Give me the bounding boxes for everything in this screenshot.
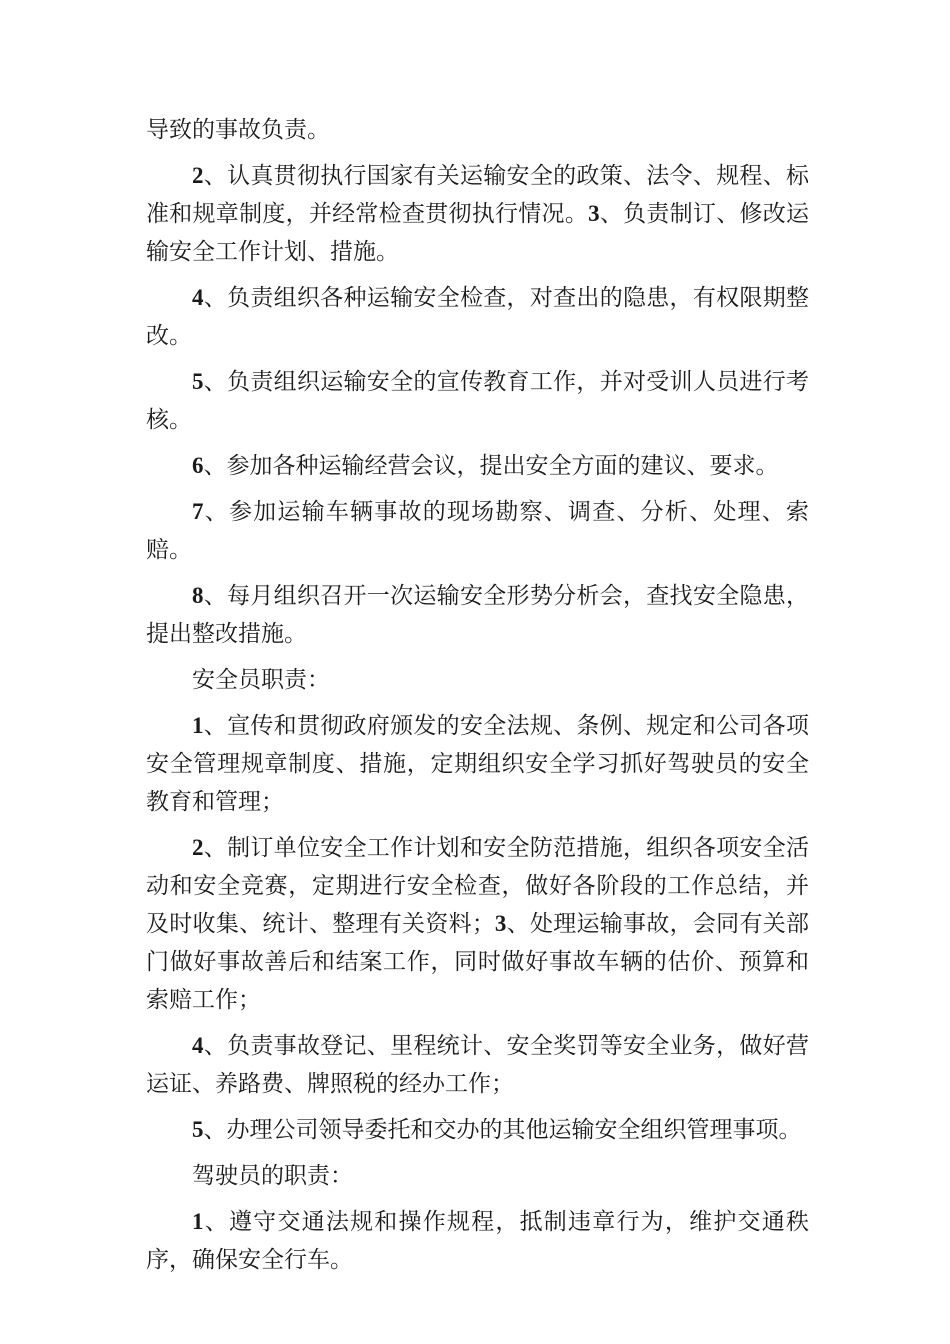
paragraph-item-6 (146, 447, 809, 485)
paragraph-text: 、负责组织运输安全的宣传教育工作，并对受训人员进行考核。 (146, 369, 809, 433)
item-number: 6 (192, 453, 204, 478)
item-number: 3 (588, 201, 600, 226)
item-number: 5 (192, 369, 204, 394)
section-heading-safety-officer (146, 661, 809, 699)
paragraph-text: 导致的事故负责。 (146, 117, 330, 143)
paragraph-item-7 (146, 493, 809, 569)
paragraph-text: 、办理公司领导委托和交办的其他运输安全组织管理事项。 (203, 1117, 802, 1143)
section-heading-text: 安全员职责： (192, 667, 330, 693)
paragraph-item-4 (146, 1027, 809, 1103)
item-number: 3 (494, 911, 507, 936)
item-number: 2 (192, 835, 204, 860)
paragraph-text: 、负责制订、修改运输安全工作计划、措施。 (146, 201, 810, 265)
item-number: 1 (192, 713, 204, 738)
paragraph-text: 、负责事故登记、里程统计、安全奖罚等安全业务，做好营运证、养路费、牌照税的经办工作； (146, 1033, 809, 1097)
paragraph-text: 、认真贯彻执行国家有关运输安全的政策、法令、规程、标准和规章制度，并经常检查贯彻执行情况。 (146, 163, 809, 227)
paragraph-item-1 (146, 1203, 809, 1279)
paragraph-item-5 (146, 1111, 809, 1149)
document-body (146, 111, 809, 1287)
section-heading-text: 驾驶员的职责： (192, 1163, 353, 1189)
item-number: 2 (192, 163, 204, 188)
paragraph-text: 、遵守交通法规和操作规程，抵制违章行为，维护交通秩序，确保安全行车。 (146, 1209, 809, 1273)
item-number: 5 (192, 1117, 204, 1142)
paragraph-text: 、制订单位安全工作计划和安全防范措施，组织各项安全活动和安全竞赛，定期进行安全检查，做好各阶段的工作总结，并及时收集、统计、整理有关资料； (146, 835, 809, 937)
item-number: 4 (192, 1033, 204, 1058)
paragraph-item-2-3 (146, 157, 809, 271)
paragraph-text: 、处理运输事故，会同有关部门做好事故善后和结案工作，同时做好事故车辆的估价、预算和索赔工作； (146, 911, 810, 1013)
paragraph-item-8 (146, 577, 809, 653)
paragraph-item-4 (146, 279, 809, 355)
item-number: 7 (192, 499, 204, 524)
paragraph-text: 、每月组织召开一次运输安全形势分析会，查找安全隐患，提出整改措施。 (146, 583, 809, 647)
paragraph-continuation (146, 111, 809, 149)
paragraph-item-1 (146, 707, 809, 821)
paragraph-item-2-3 (146, 829, 809, 1019)
item-number: 1 (192, 1209, 204, 1234)
item-number: 8 (192, 583, 204, 608)
paragraph-text: 、负责组织各种运输安全检查，对查出的隐患，有权限期整改。 (146, 285, 809, 349)
paragraph-text: 、参加各种运输经营会议，提出安全方面的建议、要求。 (203, 453, 779, 479)
item-number: 4 (192, 285, 204, 310)
paragraph-text: 、参加运输车辆事故的现场勘察、调查、分析、处理、索赔。 (146, 499, 809, 563)
section-heading-driver (146, 1157, 809, 1195)
paragraph-text: 、宣传和贯彻政府颁发的安全法规、条例、规定和公司各项安全管理规章制度、措施，定期组织安全学习抓好驾驶员的安全教育和管理； (146, 713, 809, 815)
paragraph-item-5 (146, 363, 809, 439)
